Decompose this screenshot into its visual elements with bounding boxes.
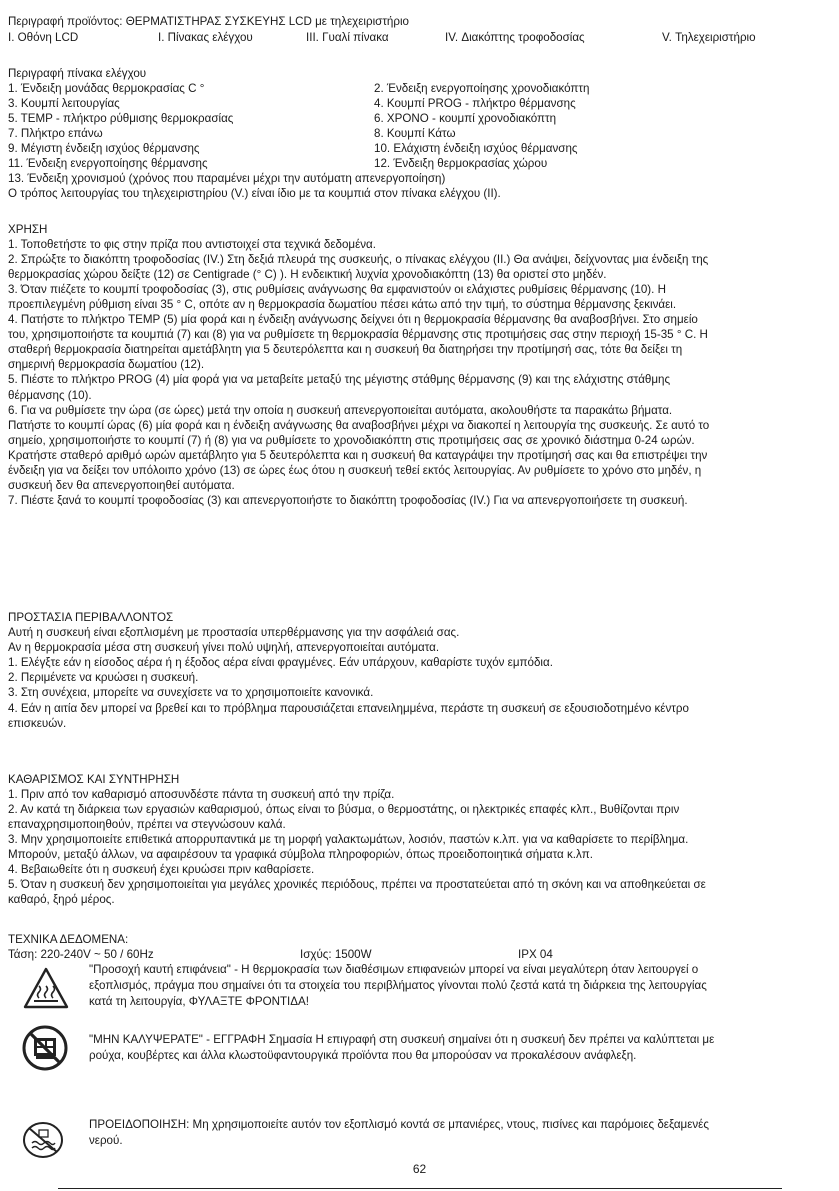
warning-line: "ΜΗΝ ΚΑΛΥΨΕΡΑΤΕ" - ΕΓΓΡΑΦΗ Σημασία Η επιγραφή στη συσκευή σημαίνει ότι η συσκευή δεν πρέπει να καλύπτεται με	[89, 1033, 715, 1046]
part-control-panel: I. Πίνακας ελέγχου	[158, 31, 253, 44]
environment-line: Αν η θερμοκρασία μέσα στη συσκευή γίνει πολύ υψηλή, απενεργοποιείται αυτόματα.	[8, 641, 440, 655]
usage-line: θέρμανσης (10).	[8, 388, 92, 402]
warning-line: ΠΡΟΕΙΔΟΠΟΙΗΣΗ: Μη χρησιμοποιείτε αυτόν τον εξοπλισμό κοντά σε μπανιέρες, ντους, πισίνες και παρόμοιες δεξαμενές	[89, 1118, 709, 1131]
environment-line: 3. Στη συνέχεια, μπορείτε να συνεχίσετε να το χρησιμοποιείτε κανονικά.	[8, 686, 374, 700]
environment-line: επισκευών.	[8, 716, 67, 730]
cp-item: 4. Κουμπί PROG - πλήκτρο θέρμανσης	[374, 97, 576, 110]
part-glass-panel: III. Γυαλί πίνακα	[306, 31, 389, 44]
usage-line: ένδειξη για να δείξει τον υπόλοιπο χρόνο (13) σε ώρες έως ότου η συσκευή τεθεί εκτός λειτουργίας. Αν ρυθμίσετε το χρόνο στο μηδέν, η	[8, 463, 702, 477]
environment-line: 4. Εάν η αιτία δεν μπορεί να βρεθεί και το πρόβλημα παρουσιάζεται επανειλημμένα, περάστε τη συσκευή σε εξουσιοδοτημένο κέντρο	[8, 701, 689, 715]
warning-line: νερού.	[89, 1133, 123, 1147]
warning-line: εξοπλισμός, πράγμα που σημαίνει ότι τα στοιχεία του περιβλήματος γίνονται πολύ ζεστά κατά τη διάρκεια της λειτουργίας	[89, 978, 707, 992]
usage-line: θερμοκρασίας χώρου δείξτε (12) σε Centigrade (° C) ). Η ενδεικτική λυχνία χρονοδιακόπτη (13) θα οριστεί στο μηδέν.	[8, 268, 607, 282]
tech-voltage: Τάση: 220-240V ~ 50 / 60Hz	[8, 948, 154, 961]
usage-line: 2. Σπρώξτε το διακόπτη τροφοδοσίας (IV.) Στη δεξιά πλευρά της συσκευής, ο πίνακας ελέγχου (II.) Θα ανάψει, δείχνοντας μια ένδειξη της	[8, 253, 709, 267]
usage-line: 1. Τοποθετήστε το φις στην πρίζα που αντιστοιχεί στα τεχνικά δεδομένα.	[8, 238, 376, 251]
no-water-use-icon	[22, 1121, 64, 1159]
cp-item: 6. ΧΡΟΝΟ - κουμπί χρονοδιακόπτη	[374, 112, 557, 125]
usage-title: ΧΡΗΣΗ	[8, 223, 48, 236]
usage-line: προεπιλεγμένη ρύθμιση είναι 35 ° C, οπότε αν η θερμοκρασία δωματίου πέσει κάτω από την τιμή, το σύστημα θέρμανσης ξεκινάει.	[8, 298, 677, 312]
usage-line: 6. Για να ρυθμίσετε την ώρα (σε ώρες) μετά την οποία η συσκευή απενεργοποιείται αυτόματα, ακολουθήστε τα παρακάτω βήματα.	[8, 403, 673, 417]
footer-rule	[58, 1188, 782, 1189]
cleaning-line: επαναχρησιμοποιηθούν, πρέπει να στεγνώσουν καλά.	[8, 818, 286, 832]
cp-item: 8. Κουμπί Κάτω	[374, 127, 456, 140]
cleaning-line: 5. Όταν η συσκευή δεν χρησιμοποιείται για μεγάλες χρονικές περιόδους, πρέπει να προστατεύεται από τη σκόνη και να αποθηκεύεται σε	[8, 878, 706, 892]
warning-line: κατά τη λειτουργία, ΦΥΛΑΞΤΕ ΦΡΟΝΤΙΔΑ!	[89, 994, 309, 1008]
warning-line: "Προσοχή καυτή επιφάνεια" - Η θερμοκρασία των διαθέσιμων επιφανειών μπορεί να είναι μεγαλύτερη όταν λειτουργεί ο	[89, 963, 699, 976]
usage-line: σταθερή θερμοκρασία διατηρείται αμετάβλητη για 5 δευτερόλεπτα και η συσκευή θα διατηρήσει την προτίμησή σας, τότε θα δείξει τη	[8, 343, 683, 357]
part-remote: V. Τηλεχειριστήριο	[662, 31, 756, 44]
cleaning-line: 1. Πριν από τον καθαρισμό αποσυνδέστε πάντα τη συσκευή από την πρίζα.	[8, 788, 395, 801]
usage-line: Κρατήστε σταθερό αριθμό ωρών αμετάβλητο για 5 δευτερόλεπτα και η συσκευή θα καταγράψει την προτίμησή σας και θα επιστρέψει την	[8, 448, 708, 462]
part-lcd: I. Οθόνη LCD	[8, 31, 79, 44]
cp-item-13: 13. Ένδειξη χρονισμού (χρόνος που παραμένει μέχρι την αυτόματη απενεργοποίηση)	[8, 172, 446, 185]
cleaning-line: 2. Αν κατά τη διάρκεια των εργασιών καθαρισμού, όπως είναι το βύσμα, ο θερμοστάτης, οι ηλεκτρικές επαφές κλπ., Βυθίζονται πριν	[8, 803, 680, 817]
do-not-cover-icon	[21, 1024, 69, 1072]
cp-item: 3. Κουμπί λειτουργίας	[8, 97, 120, 110]
cp-item: 12. Ένδειξη θερμοκρασίας χώρου	[374, 157, 548, 170]
cp-item: 2. Ένδειξη ενεργοποίησης χρονοδιακόπτη	[374, 82, 590, 95]
usage-line: 5. Πιέστε το πλήκτρο PROG (4) μία φορά για να μεταβείτε μεταξύ της μέγιστης στάθμης θέρμανσης (9) και της ελάχιστης στάθμης	[8, 373, 671, 387]
remote-note: Ο τρόπος λειτουργίας του τηλεχειριστηρίου (V.) είναι ίδιο με τα κουμπιά στον πίνακα ελέγχου (II).	[8, 187, 501, 200]
part-power-switch: IV. Διακόπτης τροφοδοσίας	[445, 31, 585, 44]
page-number: 62	[412, 1162, 427, 1176]
control-panel-title: Περιγραφή πίνακα ελέγχου	[8, 67, 147, 80]
usage-line: Πατήστε το κουμπί ώρας (6) μία φορά και η ένδειξη ανάγνωσης θα αναβοσβήνει μέχρι να διακοπεί η λειτουργία της συσκευής. Σε αυτό το	[8, 418, 710, 432]
cp-item: 1. Ένδειξη μονάδας θερμοκρασίας C °	[8, 82, 205, 95]
environment-line: 2. Περιμένετε να κρυώσει η συσκευή.	[8, 671, 199, 685]
usage-line: 3. Όταν πιέζετε το κουμπί τροφοδοσίας (3), στις ρυθμίσεις ανάγνωσης θα εμφανιστούν οι ελάχιστες ρυθμίσεις θέρμανσης (10). Η	[8, 283, 666, 297]
hot-surface-icon	[22, 966, 70, 1010]
environment-line: Αυτή η συσκευή είναι εξοπλισμένη με προστασία υπερθέρμανσης για την ασφάλειά σας.	[8, 626, 460, 639]
usage-line: του, χρησιμοποιήστε τα κουμπιά (7) και (8) για να ρυθμίσετε τη θερμοκρασία θέρμανσης στις προτιμήσεις σας στην περιοχή 15-35 ° C. Η	[8, 328, 708, 342]
cp-item: 9. Μέγιστη ένδειξη ισχύος θέρμανσης	[8, 142, 200, 155]
cleaning-line: καθαρό, ξηρό μέρος.	[8, 893, 115, 907]
cp-item: 5. TEMP - πλήκτρο ρύθμισης θερμοκρασίας	[8, 112, 234, 125]
cleaning-title: ΚΑΘΑΡΙΣΜΟΣ ΚΑΙ ΣΥΝΤΗΡΗΣΗ	[8, 773, 180, 786]
cleaning-line: 4. Βεβαιωθείτε ότι η συσκευή έχει κρυώσει πριν καθαρίσετε.	[8, 863, 315, 877]
usage-line: συσκευή δεν θα απενεργοποιηθεί αυτόματα.	[8, 478, 235, 492]
product-description: Περιγραφή προϊόντος: ΘΕΡΜΑΤΙΣΤΗΡΑΣ ΣΥΣΚΕΥΗΣ LCD με τηλεχειριστήριο	[8, 15, 409, 28]
usage-line: 4. Πατήστε το πλήκτρο TEMP (5) μία φορά και η ένδειξη ανάγνωσης δείχνει ότι η θερμοκρασία θέρμανσης θα αναβοσβήνει. Στο σημείο	[8, 313, 698, 327]
technical-title: ΤΕΧΝΙΚΑ ΔΕΔΟΜΕΝΑ:	[8, 933, 129, 946]
cp-item: 7. Πλήκτρο επάνω	[8, 127, 103, 140]
usage-line: σημερινή θερμοκρασία δωματίου (12).	[8, 358, 205, 372]
environment-line: 1. Ελέγξτε εάν η είσοδος αέρα ή η έξοδος αέρα είναι φραγμένες. Εάν υπάρχουν, καθαρίστε τυχόν εμπόδια.	[8, 656, 553, 670]
cleaning-line: 3. Μην χρησιμοποιείτε επιθετικά απορρυπαντικά με τη μορφή γαλακτωμάτων, λοσιόν, παστών κ.λπ. για να καθαρίσετε το περίβλημα.	[8, 833, 689, 847]
usage-line: σημείο, χρησιμοποιήστε το κουμπί (7) ή (8) για να ρυθμίσετε το χρονοδιακόπτη στις προτιμήσεις σας σε χρονικό διάστημα 0-24 ωρών.	[8, 433, 695, 447]
tech-ipx: IPX 04	[518, 948, 553, 961]
environment-title: ΠΡΟΣΤΑΣΙΑ ΠΕΡΙΒΑΛΛΟΝΤΟΣ	[8, 611, 174, 624]
cp-item: 10. Ελάχιστη ένδειξη ισχύος θέρμανσης	[374, 142, 578, 155]
usage-line: 7. Πιέστε ξανά το κουμπί τροφοδοσίας (3) και απενεργοποιήστε το διακόπτη τροφοδοσίας (IV.) Για να απενεργοποιήσετε τη συσκευή.	[8, 493, 688, 507]
tech-power: Ισχύς: 1500W	[300, 948, 372, 961]
warning-line: ρούχα, κουβέρτες και άλλα κλωστοϋφαντουργικά προϊόντα που θα μπορούσαν να προκαλέσουν ανάφλεξη.	[89, 1048, 637, 1062]
cleaning-line: Μπορούν, μεταξύ άλλων, να αφαιρέσουν τα γραφικά σύμβολα πληροφοριών, όπως προειδοποιητικά σήματα κ.λπ.	[8, 848, 593, 862]
cp-item: 11. Ένδειξη ενεργοποίησης θέρμανσης	[8, 157, 208, 170]
